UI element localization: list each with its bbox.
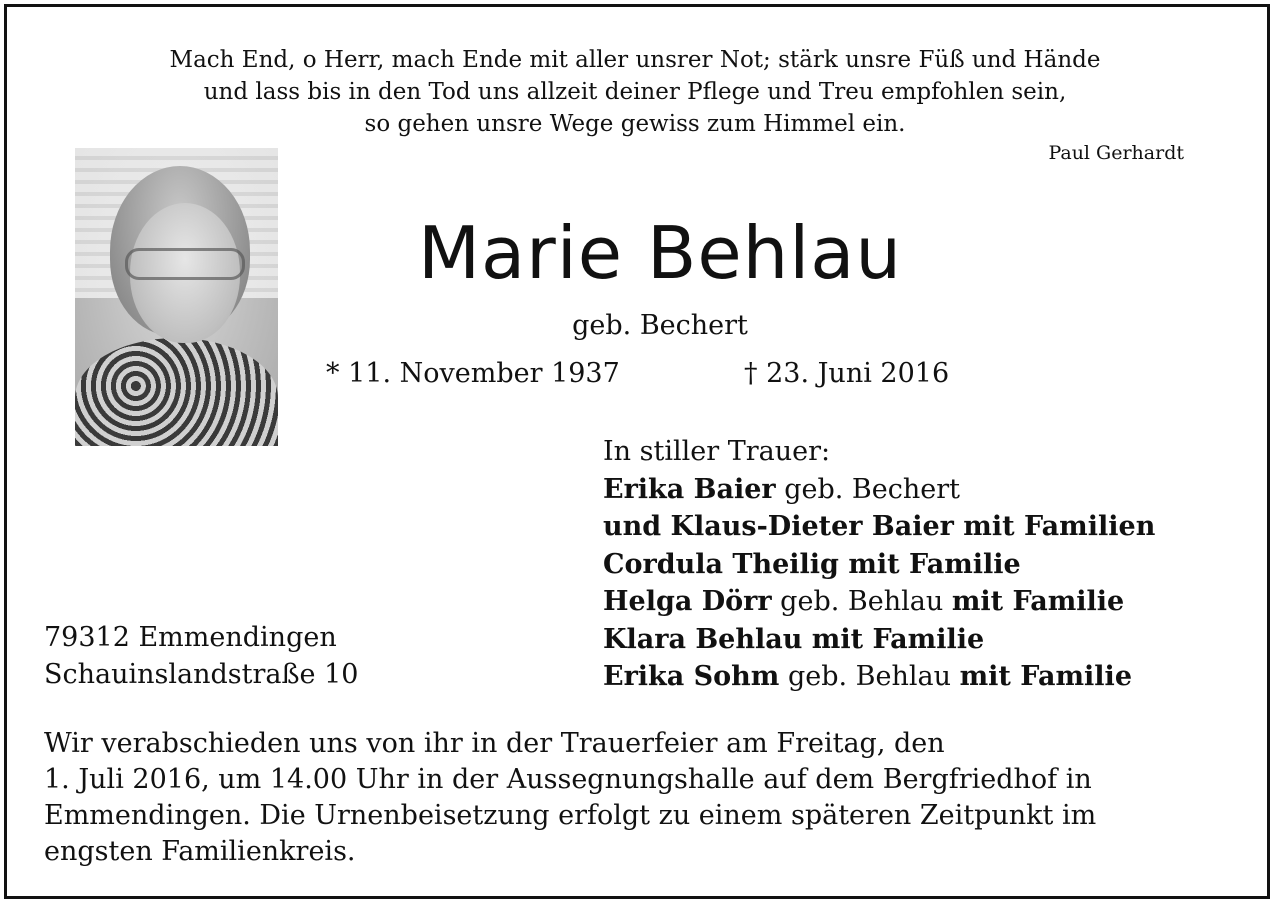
mourner-note: geb. Bechert <box>775 473 960 505</box>
mourner-name: Erika Sohm <box>603 661 780 692</box>
mourner-name: Helga Dörr <box>603 586 772 617</box>
portrait-photo <box>75 148 278 446</box>
address-block <box>44 619 358 693</box>
death-date: † 23. Juni 2016 <box>744 358 950 389</box>
mourner-line <box>603 658 1155 696</box>
mourner-line <box>603 546 1155 584</box>
ceremony-line-2: 1. Juli 2016, um 14.00 Uhr in der Aussegnungshalle auf dem Bergfriedhof in <box>44 764 1092 795</box>
mourner-name: Erika Baier <box>603 473 776 505</box>
verse-author: Paul Gerhardt <box>1048 142 1184 164</box>
ceremony-line-1: Wir verabschieden uns von ihr in der Trauerfeier am Freitag, den <box>44 728 945 759</box>
photo-glasses <box>125 248 245 280</box>
verse-quote <box>40 44 1230 140</box>
mourner-line <box>603 508 1155 546</box>
mourner-suffix: mit Familie <box>951 586 1125 617</box>
address-street: Schauinslandstraße 10 <box>44 659 359 690</box>
birth-date: * 11. November 1937 <box>326 358 620 389</box>
mourners-list <box>603 433 1155 696</box>
mourner-line <box>603 471 1155 509</box>
verse-line-3: so gehen unsre Wege gewiss zum Himmel ein. <box>364 111 906 137</box>
ceremony-line-4: engsten Familienkreis. <box>44 836 356 867</box>
mourners-intro: In stiller Trauer: <box>603 436 831 467</box>
mourner-name: und Klaus-Dieter Baier mit Familien <box>603 511 1156 542</box>
verse-line-2: und lass bis in den Tod uns allzeit deiner Pflege und Treu empfohlen sein, <box>203 79 1067 105</box>
verse-line-1: Mach End, o Herr, mach Ende mit aller unsrer Not; stärk unsre Füß und Hände <box>169 47 1101 73</box>
mourner-line <box>603 621 1155 659</box>
mourner-note: geb. Behlau <box>779 661 960 692</box>
ceremony-text <box>44 726 1239 870</box>
deceased-name: Marie Behlau <box>417 211 903 295</box>
mourner-line <box>603 583 1155 621</box>
address-city: 79312 Emmendingen <box>44 622 337 653</box>
mourner-suffix: mit Familie <box>959 661 1132 692</box>
mourner-name: Cordula Theilig mit Familie <box>603 548 1021 580</box>
mourner-name: Klara Behlau mit Familie <box>603 623 985 655</box>
maiden-name: geb. Bechert <box>572 310 748 341</box>
mourner-note: geb. Behlau <box>771 586 952 617</box>
photo-clothing <box>75 338 278 446</box>
ceremony-line-3: Emmendingen. Die Urnenbeisetzung erfolgt zu einem späteren Zeitpunkt im <box>44 800 1097 831</box>
